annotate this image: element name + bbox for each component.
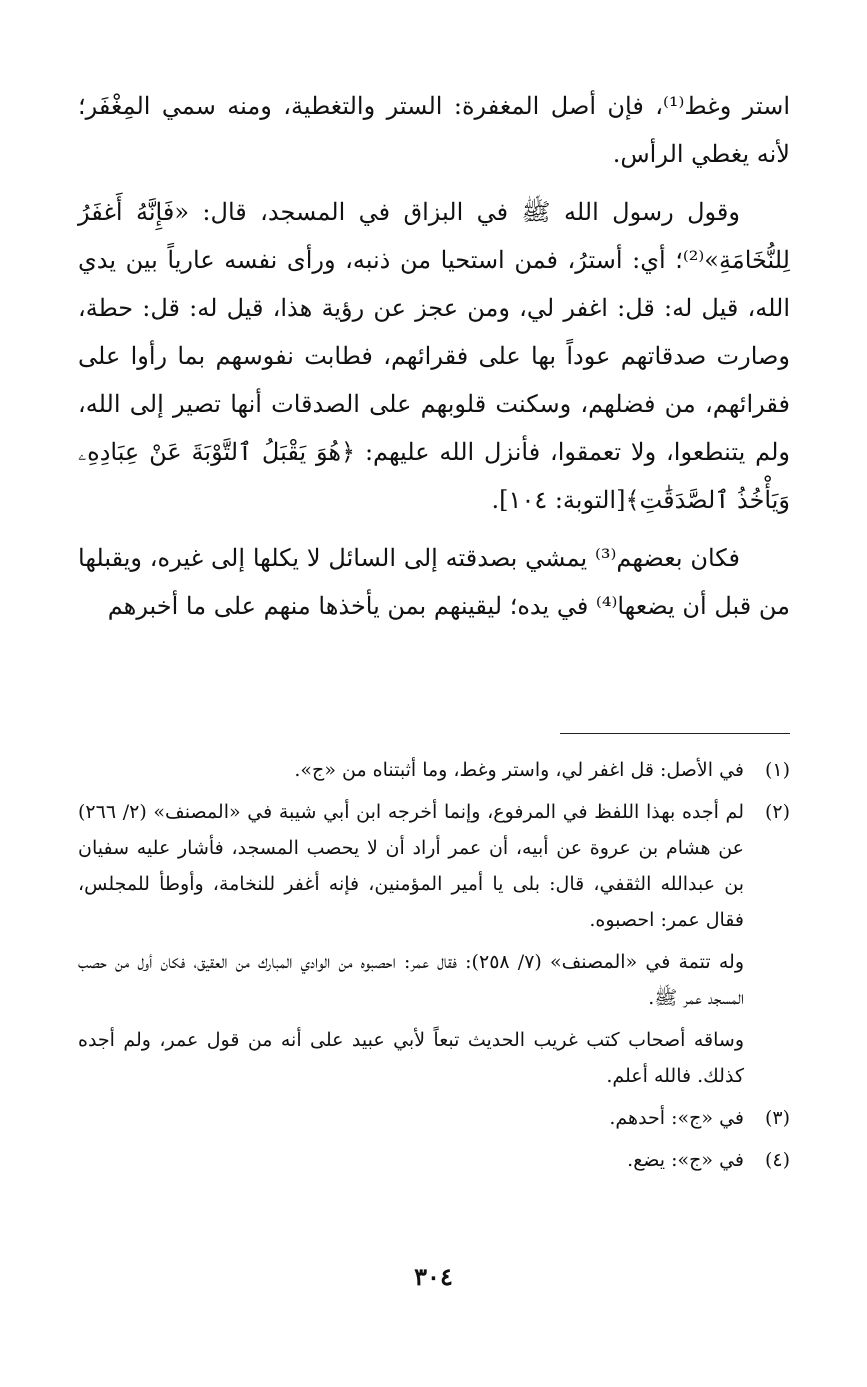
footnote-text: وساقه أصحاب كتب غريب الحديث تبعاً لأبي عبيد على أنه من قول عمر، ولم أجده كذلك. فالله أعلم. — [78, 1029, 744, 1087]
paragraph-2: وقول رسول الله ﷺ في البزاق في المسجد، قال: «فَإِنَّهُ أَغفَرُ لِلنُّخَامَةِ»⁽²⁾؛ أي: أسترُ، فمن استحيا من ذنبه، ورأى نفسه عارياً بين يدي الله، قيل له: قل: اغفر لي، ومن عجز عن رؤية هذا، قيل له: قل: حطة، وصارت صدقاتهم عوداً بها على فقرائهم، فطابت نفوسهم بما رأوا على فقرائهم، من فضلهم، وسكنت قلوبهم على الصدقات أنها تصير إلى الله، ولم يتنطعوا، ولا تعمقوا، فأنزل الله عليهم: ﴿هُوَ يَقْبَلُ ٱلتَّوْبَةَ عَنْ عِبَادِهِۦ وَيَأْخُذُ ٱلصَّدَقَٰتِ﴾[التوبة: ١٠٤]. — [78, 198, 790, 514]
footnote-text: في «ج»: أحدهم. — [609, 1107, 744, 1129]
footnote-1 — [78, 752, 790, 788]
footnote-text: في «ج»: يضع. — [627, 1149, 744, 1171]
footnote-separator — [560, 733, 790, 734]
page-number: ٣٠٤ — [414, 1262, 453, 1291]
footnote-number: (٤) — [764, 1149, 790, 1171]
footnote-text: لم أجده بهذا اللفظ في المرفوع، وإنما أخرجه ابن أبي شيبة في «المصنف» (٢/ ٢٦٦) عن هشام بن عروة عن أبيه، أن عمر أراد أن لا يحصب المسجد، فأشار عليه سفيان بن عبدالله الثقفي، قال: بلى يا أمير المؤمنين، فإنه أغفر للنخامة، وأوطأ للمجلس، فقال عمر: احصبوه. — [78, 801, 744, 931]
footnote-number: (٣) — [764, 1107, 790, 1129]
footnote-body — [78, 1100, 744, 1136]
paragraph-3: فكان بعضهم⁽³⁾ يمشي بصدقته إلى السائل لا يكلها إلى غيره، ويقبلها من قبل أن يضعها⁽⁴⁾ في يده؛ ليقينهم بمن يأخذها منهم على ما أخبرهم — [78, 544, 790, 620]
footnote-body — [78, 1142, 744, 1178]
footnote-body — [78, 752, 744, 788]
footnote-number: (٢) — [764, 801, 790, 823]
main-text — [78, 82, 790, 630]
paragraph-1: استر وغط⁽¹⁾، فإن أصل المغفرة: الستر والتغطية، ومنه سمي المِغْفَر؛ لأنه يغطي الرأس. — [78, 92, 790, 168]
footnote-text: وله تتمة في «المصنف» (٧/ ٢٥٨): فقال عمر: احصبوه من الوادي المبارك من العقيق، فكان أول من حصب المسجد عمر ﷺ. — [78, 951, 745, 1009]
footnote-number: (١) — [764, 759, 790, 781]
footnote-body — [78, 794, 744, 1094]
footnote-text: في الأصل: قل اغفر لي، واستر وغط، وما أثبتناه من «ج». — [294, 759, 744, 781]
footnotes — [78, 752, 790, 1184]
footnote-4 — [78, 1142, 790, 1178]
footnote-2 — [78, 794, 790, 1094]
footnote-3 — [78, 1100, 790, 1136]
